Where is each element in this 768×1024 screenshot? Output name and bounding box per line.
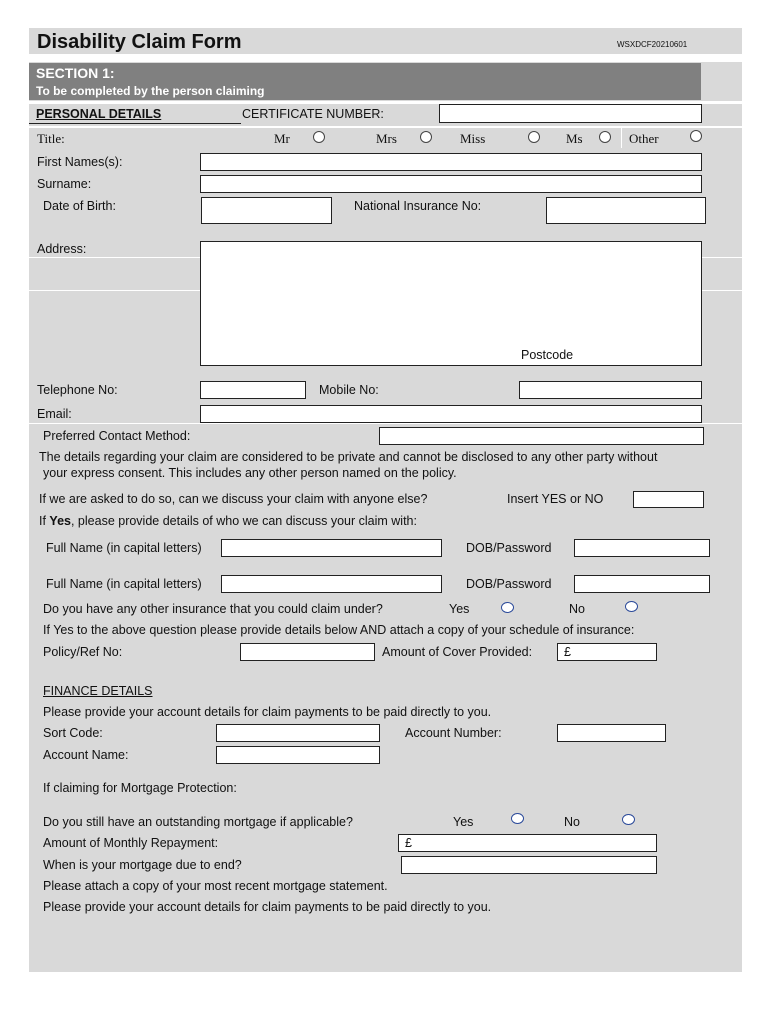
policy-label: Policy/Ref No: [43, 645, 123, 659]
full-name-input-2[interactable] [221, 575, 442, 593]
mobile-label: Mobile No: [319, 383, 379, 397]
contact-method-input[interactable] [379, 427, 704, 445]
cover-label: Amount of Cover Provided: [382, 645, 533, 659]
insurance-question: Do you have any other insurance that you could claim under? [43, 602, 383, 616]
title-option-miss: Miss [460, 131, 486, 146]
title-mrs-radio[interactable] [420, 131, 432, 143]
account-name-label: Account Name: [43, 748, 129, 762]
mortgage-yes-label: Yes [453, 815, 474, 829]
sort-code-label: Sort Code: [43, 726, 103, 740]
account-number-label: Account Number: [405, 726, 502, 740]
certificate-label: CERTIFICATE NUMBER: [242, 107, 384, 121]
title-divider [621, 128, 622, 148]
title-other-radio[interactable] [690, 130, 702, 142]
if-yes-instruction [39, 514, 417, 529]
dob-password-input-2[interactable] [574, 575, 710, 593]
contact-method-label: Preferred Contact Method: [43, 429, 191, 443]
first-names-label: First Names(s): [37, 155, 123, 169]
title-label: Title: [37, 131, 65, 146]
insurance-details-note: If Yes to the above question please provide details below AND attach a copy of your schedule of insurance: [43, 623, 635, 637]
closing-note: Please provide your account details for claim payments to be paid directly to you. [43, 900, 492, 914]
surname-label: Surname: [37, 177, 92, 191]
cover-input[interactable] [557, 643, 657, 661]
mortgage-no-label: No [564, 815, 580, 829]
account-name-input[interactable] [216, 746, 380, 764]
mortgage-yes-radio[interactable] [511, 813, 524, 824]
dob-password-input-1[interactable] [574, 539, 710, 557]
section-subtitle: To be completed by the person claiming [36, 84, 265, 98]
privacy-line-1: The details regarding your claim are considered to be private and cannot be disclosed to any other party without [39, 450, 658, 464]
attach-statement-note: Please attach a copy of your most recent mortgage statement. [43, 879, 388, 893]
section-title: SECTION 1: [36, 65, 115, 81]
if-yes-rest: , please provide details of who we can discuss your claim with: [70, 514, 417, 528]
account-number-input[interactable] [557, 724, 666, 742]
address-input[interactable] [200, 241, 702, 366]
title-option-mrs: Mrs [376, 131, 397, 146]
insert-yes-no-label: Insert YES or NO [507, 492, 604, 506]
repayment-currency: £ [405, 836, 412, 850]
dob-label: Date of Birth: [43, 199, 116, 213]
mobile-input[interactable] [519, 381, 702, 399]
heading-underline [29, 123, 241, 124]
insurance-yes-radio[interactable] [501, 602, 514, 613]
sort-code-input[interactable] [216, 724, 380, 742]
discuss-yes-no-input[interactable] [633, 491, 704, 508]
mortgage-end-label: When is your mortgage due to end? [43, 858, 242, 872]
title-mr-radio[interactable] [313, 131, 325, 143]
form-code: WSXDCF20210601 [617, 40, 688, 49]
discuss-question: If we are asked to do so, can we discuss your claim with anyone else? [39, 492, 428, 506]
mortgage-intro: If claiming for Mortgage Protection: [43, 781, 237, 795]
surname-input[interactable] [200, 175, 702, 193]
finance-heading: FINANCE DETAILS [43, 684, 153, 698]
first-names-input[interactable] [200, 153, 702, 171]
title-miss-radio[interactable] [528, 131, 540, 143]
email-input[interactable] [200, 405, 702, 423]
title-option-mr: Mr [274, 131, 290, 146]
finance-intro: Please provide your account details for claim payments to be paid directly to you. [43, 705, 492, 719]
email-label: Email: [37, 407, 72, 421]
ni-input[interactable] [546, 197, 706, 224]
insurance-no-radio[interactable] [625, 601, 638, 612]
title-option-ms: Ms [566, 131, 583, 146]
mortgage-end-input[interactable] [401, 856, 657, 874]
telephone-label: Telephone No: [37, 383, 118, 397]
repayment-label: Amount of Monthly Repayment: [43, 836, 219, 850]
insurance-yes-label: Yes [449, 602, 470, 616]
postcode-label: Postcode [521, 348, 574, 362]
full-name-label-1: Full Name (in capital letters) [46, 541, 202, 555]
telephone-input[interactable] [200, 381, 306, 399]
repayment-input[interactable] [398, 834, 657, 852]
ni-label: National Insurance No: [354, 199, 482, 213]
personal-details-heading: PERSONAL DETAILS [36, 107, 162, 121]
if-yes-prefix: If [39, 514, 50, 528]
cover-currency: £ [564, 645, 571, 659]
row-divider [29, 423, 742, 424]
policy-input[interactable] [240, 643, 375, 661]
form-title: Disability Claim Form [37, 31, 242, 53]
mortgage-question: Do you still have an outstanding mortgage if applicable? [43, 815, 353, 829]
address-label: Address: [37, 242, 87, 256]
full-name-input-1[interactable] [221, 539, 442, 557]
privacy-line-2: your express consent. This includes any other person named on the policy. [43, 466, 457, 480]
full-name-label-2: Full Name (in capital letters) [46, 577, 202, 591]
title-option-other: Other [629, 131, 659, 146]
title-ms-radio[interactable] [599, 131, 611, 143]
dob-input[interactable] [201, 197, 332, 224]
certificate-number-input[interactable] [439, 104, 702, 123]
dob-password-label-1: DOB/Password [466, 541, 552, 555]
if-yes-bold: Yes [49, 514, 71, 528]
dob-password-label-2: DOB/Password [466, 577, 552, 591]
header-divider [29, 54, 742, 62]
row-divider [29, 126, 742, 128]
insurance-no-label: No [569, 602, 585, 616]
mortgage-no-radio[interactable] [622, 814, 635, 825]
